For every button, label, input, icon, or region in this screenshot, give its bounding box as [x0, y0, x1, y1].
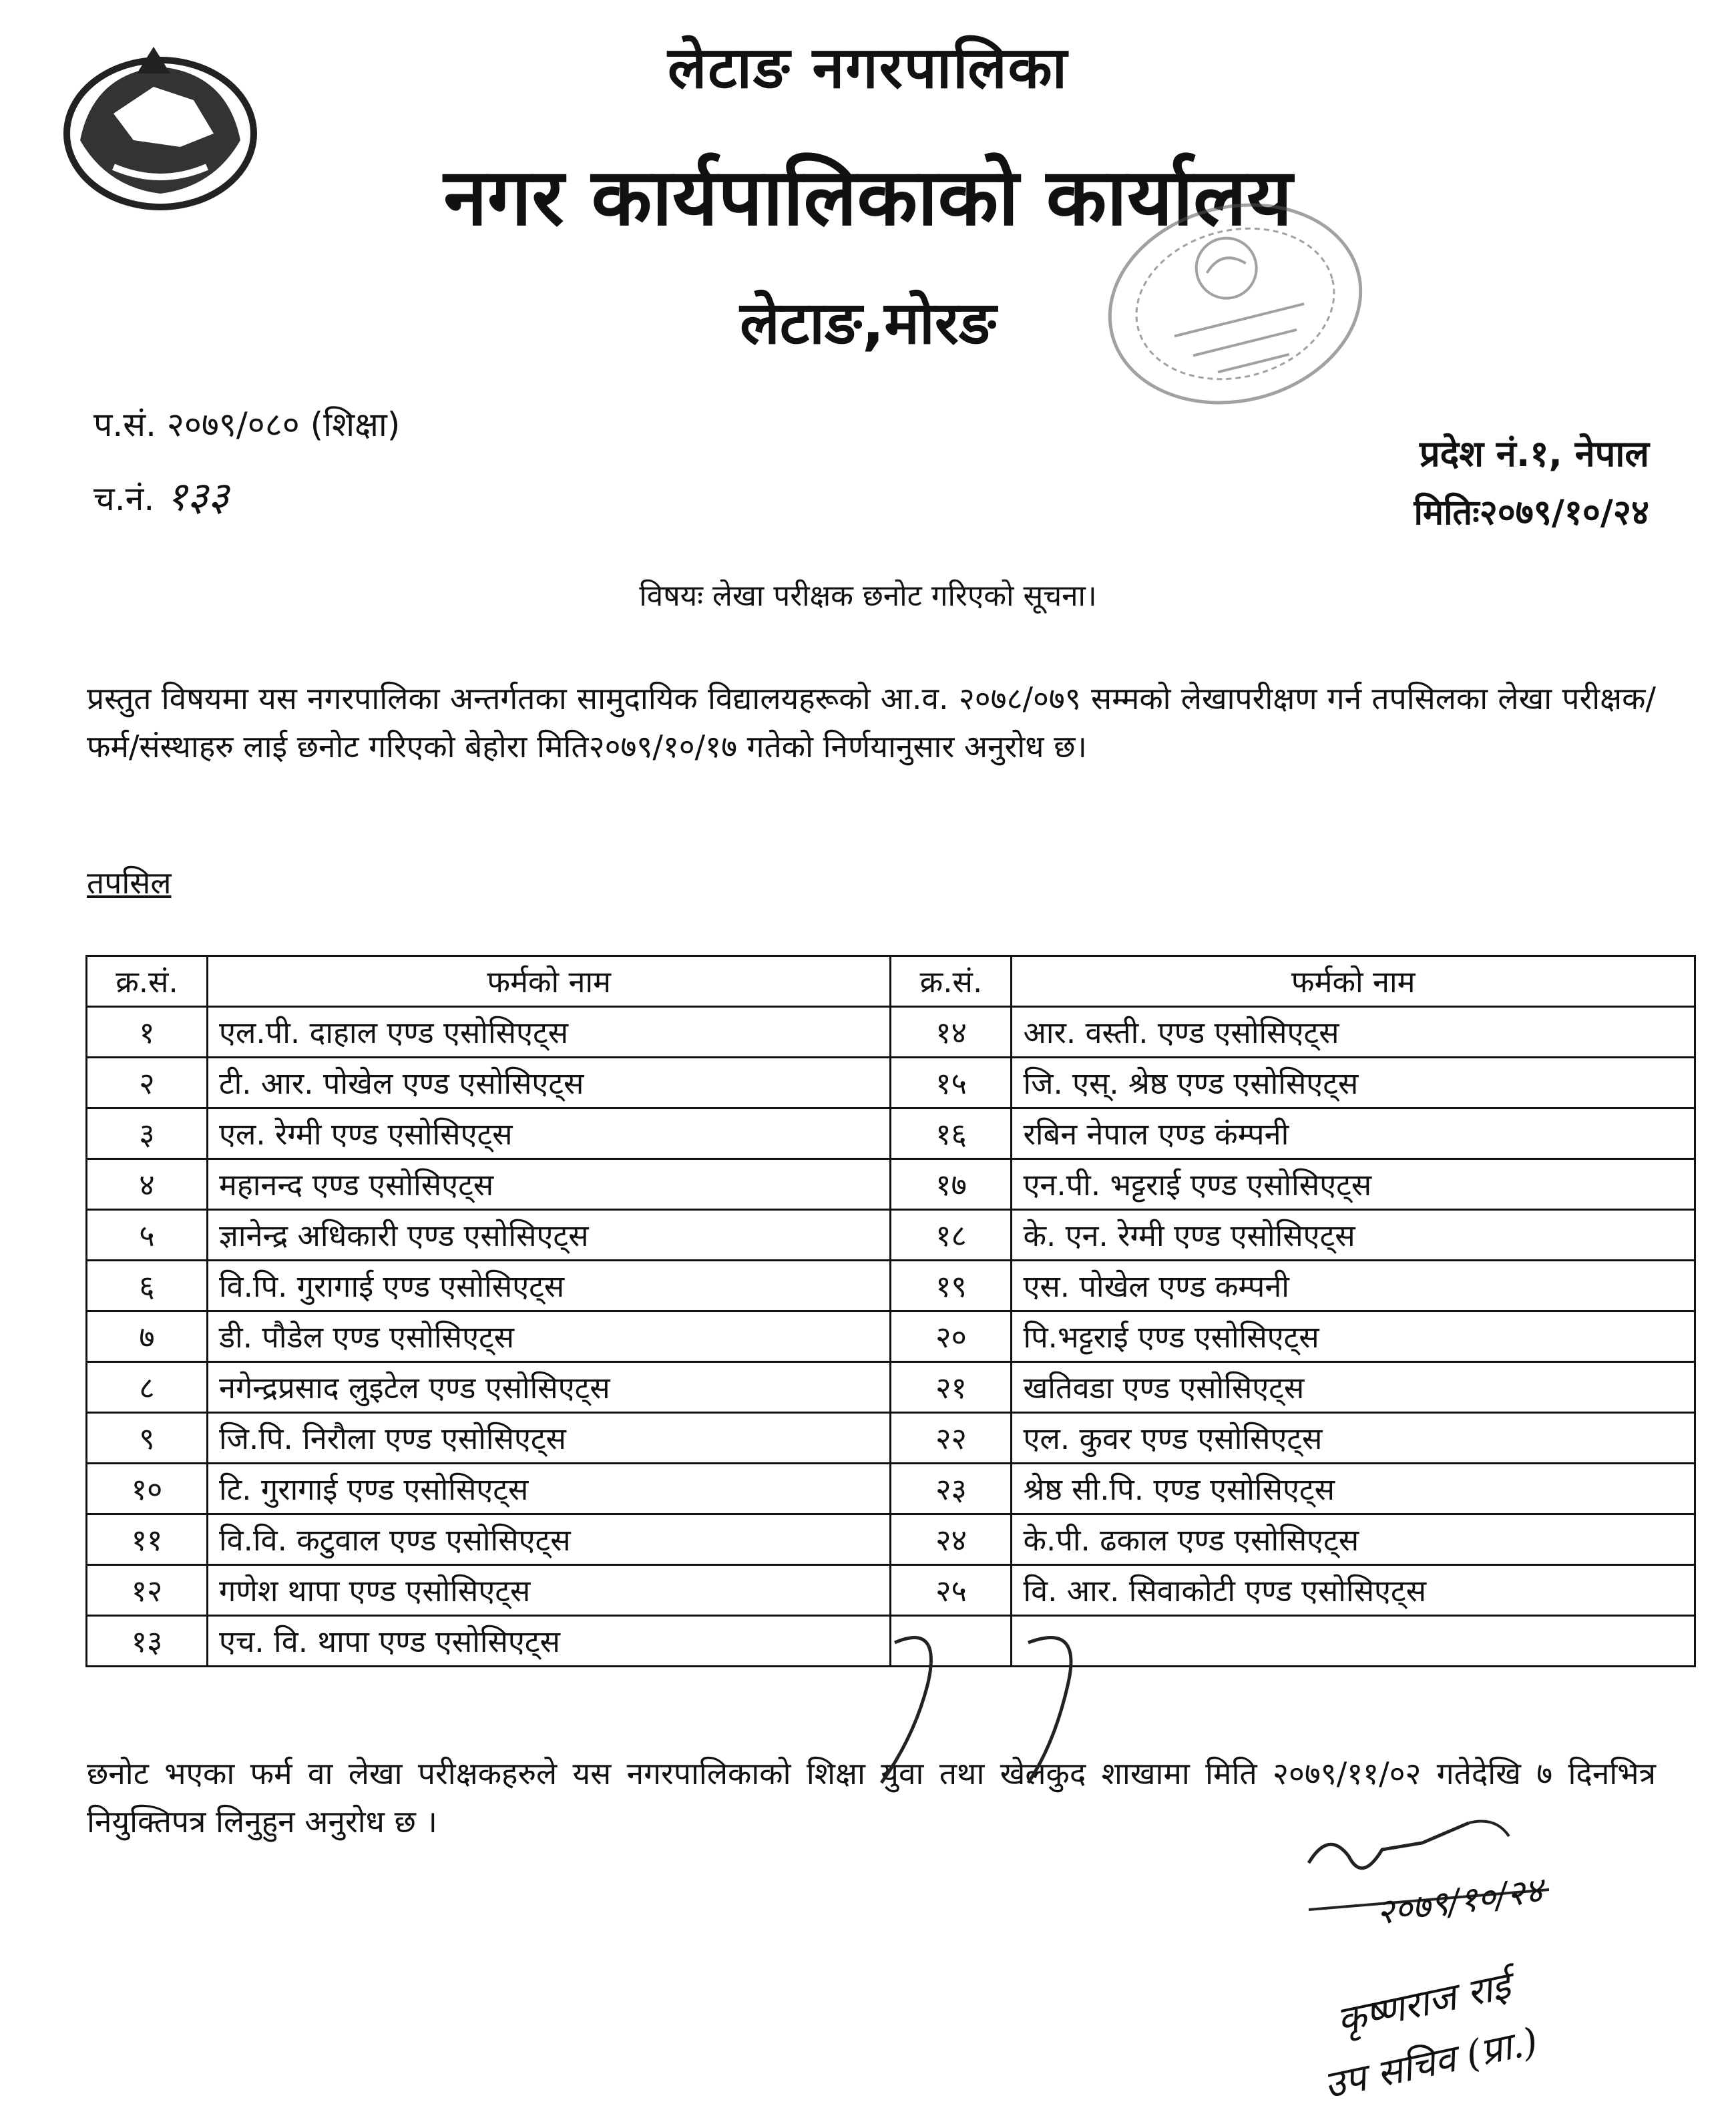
office-title: नगर कार्यपालिकाको कार्यालय [443, 151, 1293, 243]
cell-serial-right: १७ [891, 1159, 1012, 1210]
cell-firm-name-right: एल. कुवर एण्ड एसोसिएट्स [1012, 1413, 1695, 1464]
cell-serial-right: २४ [891, 1514, 1012, 1565]
cell-serial-left: ९ [87, 1413, 208, 1464]
letter-reference-number: प.सं. २०७९/०८० (शिक्षा) [93, 405, 401, 444]
body-paragraph-instructions: छनोट भएका फर्म वा लेखा परीक्षकहरुले यस नगरपालिकाको शिक्षा युवा तथा खेलकुद शाखामा मिति २०७९/११/०२ गतेदेखि ७ दिनभित्र नियुक्तिपत्र लिनुहुन अनुरोध छ । [87, 1755, 1656, 1840]
blank-cell-strike-marks [868, 1629, 1148, 1789]
cell-firm-name-left: वि.पि. गुरागाई एण्ड एसोसिएट्स [207, 1261, 891, 1311]
cell-firm-name-left: डी. पौडेल एण्ड एसोसिएट्स [207, 1311, 891, 1362]
cell-serial-left: १३ [87, 1616, 208, 1667]
cell-firm-name-right: एन.पी. भट्टराई एण्ड एसोसिएट्स [1012, 1159, 1695, 1210]
cell-firm-name-right: पि.भट्टराई एण्ड एसोसिएट्स [1012, 1311, 1695, 1362]
table-row [87, 1565, 1695, 1616]
table-row [87, 1007, 1695, 1058]
table-row [87, 1464, 1695, 1514]
table-row [87, 1108, 1695, 1159]
cell-serial-right: २३ [891, 1464, 1012, 1514]
cell-serial-right: २२ [891, 1413, 1012, 1464]
cell-firm-name-right: के.पी. ढकाल एण्ड एसोसिएट्स [1012, 1514, 1695, 1565]
cell-serial-right: १८ [891, 1210, 1012, 1261]
schedule-heading: तपसिल [87, 865, 172, 901]
table-row [87, 1159, 1695, 1210]
table-header-row [87, 956, 1695, 1007]
dispatch-number [93, 467, 229, 522]
cell-firm-name-right: श्रेष्ठ सी.पि. एण्ड एसोसिएट्स [1012, 1464, 1695, 1514]
office-stamp [1095, 194, 1375, 414]
cell-firm-name-left: एल. रेग्मी एण्ड एसोसिएट्स [207, 1108, 891, 1159]
header-serial-right: क्र.सं. [891, 956, 1012, 1007]
signatory-title: उप सचिव (प्रा.) [1320, 2019, 1542, 2108]
cell-serial-left: १० [87, 1464, 208, 1514]
cell-firm-name-right: एस. पोखेल एण्ड कम्पनी [1012, 1261, 1695, 1311]
cell-firm-name-left: वि.वि. कटुवाल एण्ड एसोसिएट्स [207, 1514, 891, 1565]
cell-serial-left: ११ [87, 1514, 208, 1565]
cell-firm-name-left: एच. वि. थापा एण्ड एसोसिएट्स [207, 1616, 891, 1667]
table-row [87, 1311, 1695, 1362]
body-paragraph-intro: प्रस्तुत विषयमा यस नगरपालिका अन्तर्गतका सामुदायिक विद्यालयहरूको आ.व. २०७८/०७९ सम्मको लेखापरीक्षण गर्न तपसिलका लेखा परीक्षक/फर्म/संस्थाहरु लाई छनोट गरिएको बेहोरा मिति२०७९/१०/१७ गतेको निर्णयानुसार अनुरोध छ। [87, 680, 1656, 765]
cell-firm-name-left: जि.पि. निरौला एण्ड एसोसिएट्स [207, 1413, 891, 1464]
cell-serial-left: ३ [87, 1108, 208, 1159]
cell-serial-left: ४ [87, 1159, 208, 1210]
cell-firm-name-right: रबिन नेपाल एण्ड कंम्पनी [1012, 1108, 1695, 1159]
table-row [87, 1362, 1695, 1413]
cell-serial-right: २५ [891, 1565, 1012, 1616]
cell-serial-right: १४ [891, 1007, 1012, 1058]
cell-firm-name-right: आर. वस्ती. एण्ड एसोसिएट्स [1012, 1007, 1695, 1058]
cell-serial-left: २ [87, 1058, 208, 1108]
letter-date: मितिः२०७९/१०/२४ [1414, 493, 1649, 533]
cell-firm-name-left: गणेश थापा एण्ड एसोसिएट्स [207, 1565, 891, 1616]
table-row [87, 1261, 1695, 1311]
cell-firm-name-left: टी. आर. पोखेल एण्ड एसोसिएट्स [207, 1058, 891, 1108]
table-row [87, 1058, 1695, 1108]
subject-line: विषयः लेखा परीक्षक छनोट गरिएको सूचना। [639, 579, 1097, 613]
cell-firm-name-left: महानन्द एण्ड एसोसिएट्स [207, 1159, 891, 1210]
table-row [87, 1413, 1695, 1464]
cell-firm-name-right: खतिवडा एण्ड एसोसिएट्स [1012, 1362, 1695, 1413]
cell-serial-left: ५ [87, 1210, 208, 1261]
firm-list-table [85, 955, 1696, 1667]
table-row [87, 1210, 1695, 1261]
cell-firm-name-right: के. एन. रेग्मी एण्ड एसोसिएट्स [1012, 1210, 1695, 1261]
municipality-name: लेटाङ नगरपालिका [668, 35, 1068, 101]
cell-firm-name-left: नगेन्द्रप्रसाद लुइटेल एण्ड एसोसिएट्स [207, 1362, 891, 1413]
cell-serial-right: १९ [891, 1261, 1012, 1311]
cell-serial-right: २० [891, 1311, 1012, 1362]
cell-serial-left: १२ [87, 1565, 208, 1616]
header-firm-name-right: फर्मको नाम [1012, 956, 1695, 1007]
cell-serial-left: ८ [87, 1362, 208, 1413]
cell-firm-name-left: एल.पी. दाहाल एण्ड एसोसिएट्स [207, 1007, 891, 1058]
header-firm-name-left: फर्मको नाम [207, 956, 891, 1007]
signatory-name: कृष्णराज राई [1333, 1964, 1514, 2043]
signature-date: २०७९/१०/२४ [1373, 1870, 1546, 1934]
cell-serial-left: ७ [87, 1311, 208, 1362]
dispatch-label: च.नं. [93, 479, 155, 518]
cell-firm-name-right: जि. एस्. श्रेष्ठ एण्ड एसोसिएट्स [1012, 1058, 1695, 1108]
cell-serial-right: १५ [891, 1058, 1012, 1108]
province-line: प्रदेश नं.१, नेपाल [1419, 433, 1649, 475]
cell-serial-left: ६ [87, 1261, 208, 1311]
cell-serial-right: २१ [891, 1362, 1012, 1413]
cell-firm-name-left: ज्ञानेन्द्र अधिकारी एण्ड एसोसिएट्स [207, 1210, 891, 1261]
cell-firm-name-right: वि. आर. सिवाकोटी एण्ड एसोसिएट्स [1012, 1565, 1695, 1616]
cell-serial-left: १ [87, 1007, 208, 1058]
cell-serial-right: १६ [891, 1108, 1012, 1159]
cell-firm-name-left: टि. गुरागाई एण्ड एसोसिएट्स [207, 1464, 891, 1514]
dispatch-value: १३३ [166, 473, 229, 520]
header-serial-left: क्र.सं. [87, 956, 208, 1007]
table-row [87, 1514, 1695, 1565]
office-address: लेटाङ,मोरङ [740, 288, 996, 357]
